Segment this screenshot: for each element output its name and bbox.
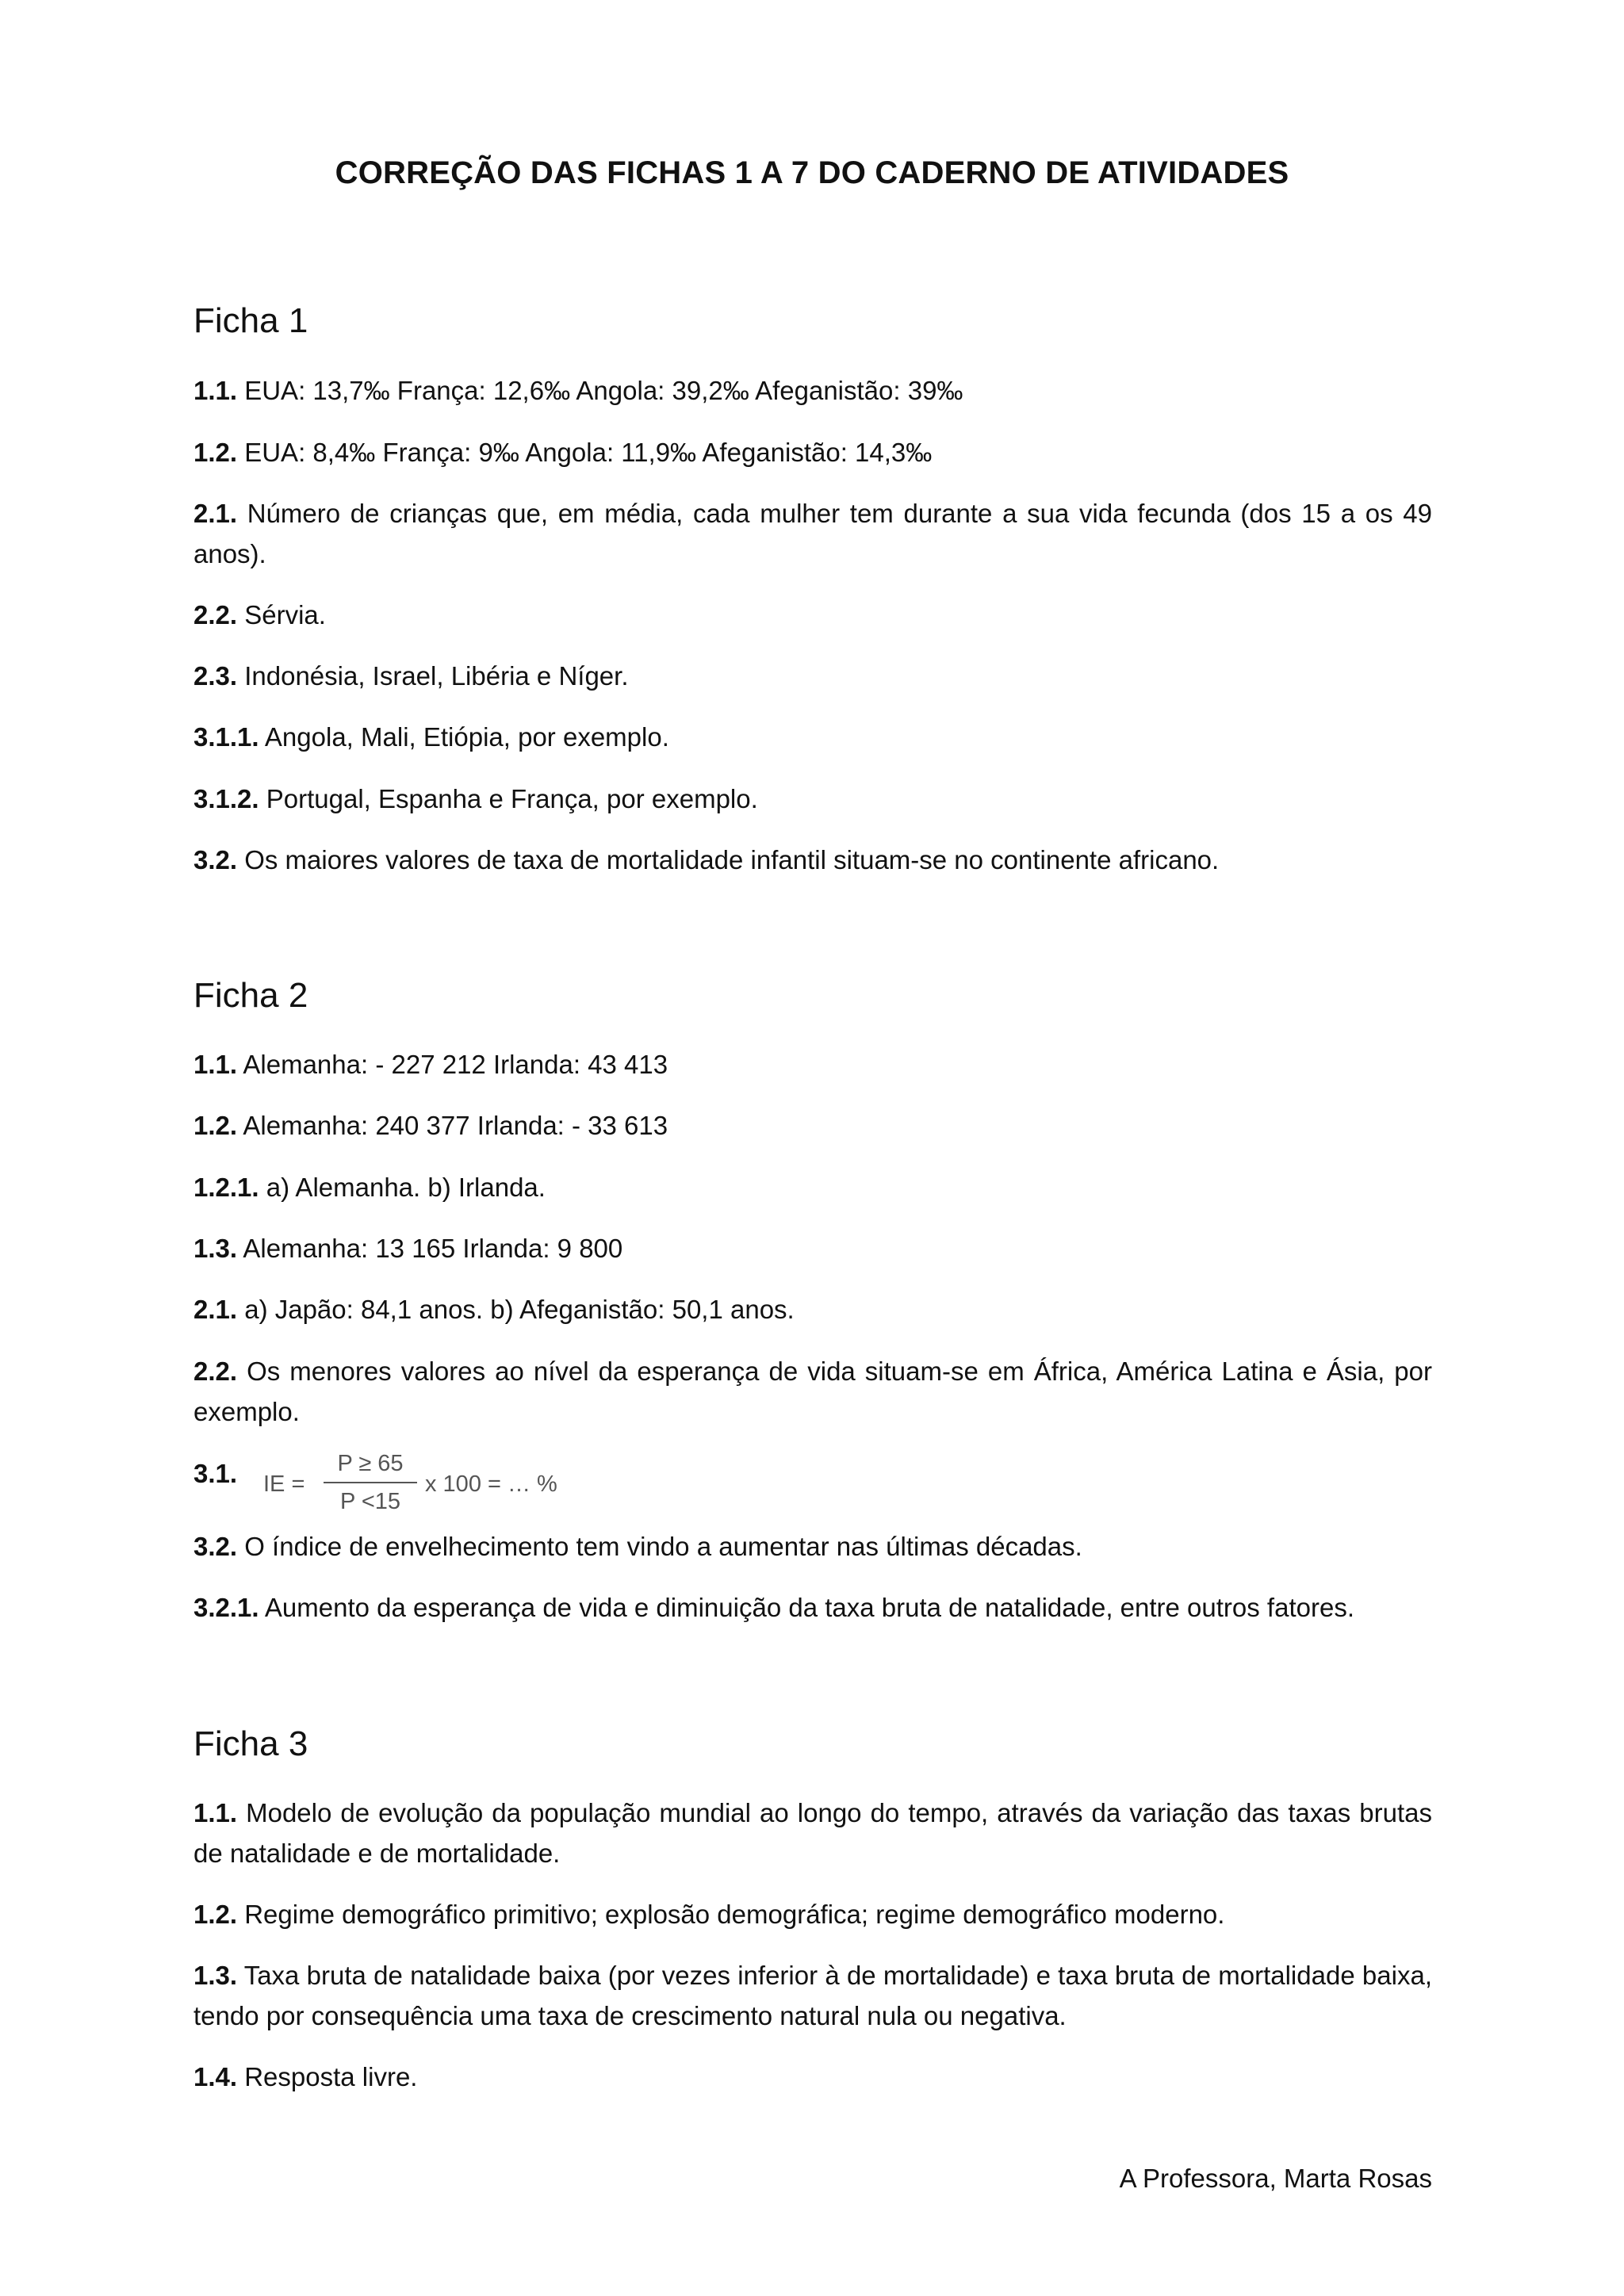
item-text: Angola, Mali, Etiópia, por exemplo.: [259, 722, 669, 752]
item-number: 1.1.: [193, 1050, 238, 1079]
item-number: 1.2.: [193, 438, 238, 467]
ficha-1-item: [193, 595, 1432, 635]
item-text: Aumento da esperança de vida e diminuição da taxa bruta de natalidade, entre outros fatores.: [259, 1593, 1354, 1622]
formula-item: [193, 1448, 907, 1519]
formula-fraction: [324, 1448, 417, 1517]
fraction-bar: [324, 1482, 417, 1483]
item-number: 1.2.: [193, 1111, 238, 1140]
item-number: 1.1.: [193, 1798, 238, 1827]
ficha-1-item: [193, 779, 1432, 819]
item-text: Alemanha: 13 165 Irlanda: 9 800: [237, 1234, 623, 1263]
ficha-1-item: [193, 656, 1432, 696]
item-number: 1.3.: [193, 1234, 238, 1263]
formula-numerator: P ≥ 65: [337, 1451, 404, 1476]
item-number: 3.1.1.: [193, 722, 259, 752]
ficha-2-item: [193, 1044, 1432, 1085]
item-text: Taxa bruta de natalidade baixa (por vezes inferior à de mortalidade) e taxa bruta de mortalidade baixa, tendo por consequência uma taxa de crescimento natural nula ou negativa.: [193, 1961, 1432, 2030]
item-number: 3.1.2.: [193, 784, 259, 813]
item-text: Modelo de evolução da população mundial ao longo do tempo, através da variação das taxas brutas de natalidade e de mortalidade.: [193, 1798, 1432, 1868]
item-number: 3.2.1.: [193, 1593, 259, 1622]
item-number: 2.2.: [193, 1357, 238, 1386]
item-text: a) Japão: 84,1 anos. b) Afeganistão: 50,1 anos.: [237, 1295, 795, 1324]
item-text: O índice de envelhecimento tem vindo a aumentar nas últimas décadas.: [237, 1532, 1082, 1561]
ficha-2-item: [193, 1289, 1432, 1330]
formula-lhs: IE =: [263, 1471, 305, 1497]
ficha-2-item: [193, 1167, 1432, 1207]
item-text: a) Alemanha. b) Irlanda.: [259, 1173, 546, 1202]
formula-rhs: x 100 = … %: [425, 1471, 557, 1497]
signature: A Professora, Marta Rosas: [1119, 2164, 1432, 2193]
item-text: Resposta livre.: [237, 2062, 418, 2091]
item-number: 1.2.1.: [193, 1173, 259, 1202]
ficha-1-item: [193, 840, 1432, 880]
item-number: 2.2.: [193, 600, 238, 629]
ficha-1-item: [193, 717, 1432, 757]
item-number: 1.1.: [193, 376, 238, 405]
item-text: Alemanha: 240 377 Irlanda: - 33 613: [237, 1111, 668, 1140]
item-text: EUA: 8,4‰ França: 9‰ Angola: 11,9‰ Afeganistão: 14,3‰: [237, 438, 933, 467]
item-text: Portugal, Espanha e França, por exemplo.: [259, 784, 758, 813]
ficha-3-heading: Ficha 3: [193, 1724, 308, 1763]
formula-denominator: P <15: [339, 1489, 401, 1514]
item-number: 2.3.: [193, 661, 238, 691]
item-text: Sérvia.: [237, 600, 326, 629]
item-number: 1.2.: [193, 1900, 238, 1929]
ficha-2-item: [193, 1228, 1432, 1269]
item-text: Indonésia, Israel, Libéria e Níger.: [237, 661, 629, 691]
item-text: Número de crianças que, em média, cada mulher tem durante a sua vida fecunda (dos 15 a os 49 anos).: [193, 499, 1432, 568]
ficha-2-item: [193, 1587, 1432, 1628]
ficha-2-item: [193, 1351, 1432, 1432]
ficha-2-heading: Ficha 2: [193, 976, 308, 1015]
item-number: 1.4.: [193, 2062, 238, 2091]
item-number: 1.3.: [193, 1961, 238, 1990]
ficha-1-item: [193, 370, 1432, 411]
item-text: Alemanha: - 227 212 Irlanda: 43 413: [237, 1050, 668, 1079]
item-text: Os maiores valores de taxa de mortalidade infantil situam-se no continente africano.: [237, 845, 1220, 874]
item-number: 3.2.: [193, 845, 238, 874]
item-text: EUA: 13,7‰ França: 12,6‰ Angola: 39,2‰ Afeganistão: 39‰: [237, 376, 963, 405]
page-title: CORREÇÃO DAS FICHAS 1 A 7 DO CADERNO DE ATIVIDADES: [335, 155, 1289, 190]
item-number: 2.1.: [193, 499, 238, 528]
item-number: 2.1.: [193, 1295, 238, 1324]
ficha-3-item: [193, 1955, 1432, 2036]
ficha-2-item: [193, 1526, 1432, 1567]
ficha-3-item: [193, 2057, 1432, 2097]
ficha-3-item: [193, 1894, 1432, 1934]
ficha-1-item: [193, 493, 1432, 574]
item-text: Regime demográfico primitivo; explosão demográfica; regime demográfico moderno.: [237, 1900, 1225, 1929]
ficha-2-item: [193, 1105, 1432, 1146]
ficha-1-heading: Ficha 1: [193, 301, 308, 340]
item-number: 3.2.: [193, 1532, 238, 1561]
ficha-3-item: [193, 1793, 1432, 1873]
item-number: 3.1.: [193, 1459, 238, 1488]
item-text: Os menores valores ao nível da esperança de vida situam-se em África, América Latina e Ásia, por exemplo.: [193, 1357, 1432, 1426]
ficha-1-item: [193, 432, 1432, 473]
